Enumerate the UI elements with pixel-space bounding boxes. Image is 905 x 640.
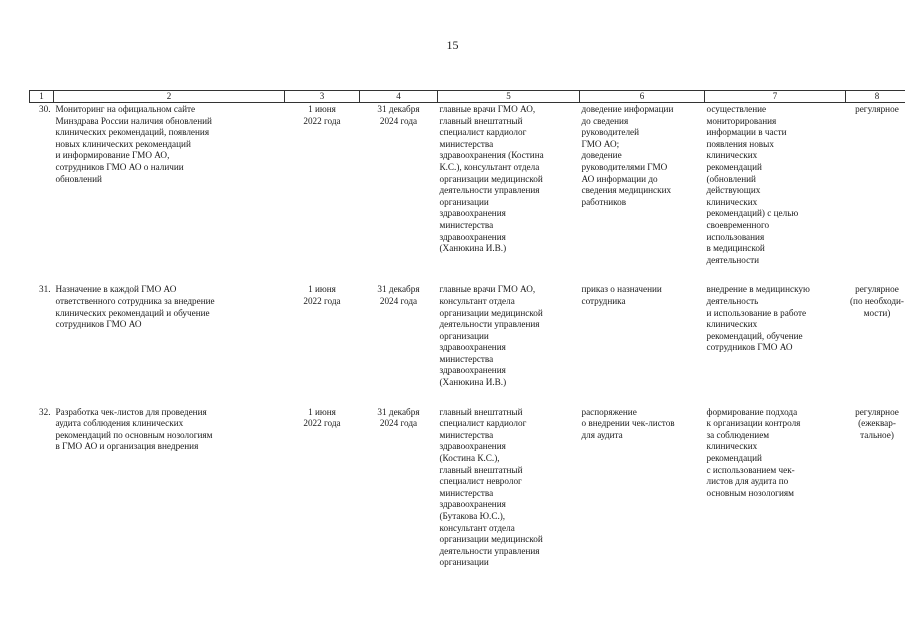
start-date-cell: 1 июня 2022 года xyxy=(303,104,341,126)
column-header: 6 xyxy=(580,91,705,103)
effect-cell: внедрение в медицинскую деятельность и использование в работе клинических рекомендаций, обучение сотрудников ГМО АО xyxy=(706,284,810,353)
page-number: 15 xyxy=(446,38,459,52)
start-date-cell: 1 июня 2022 года xyxy=(303,406,341,429)
periodicity-cell: регулярное (ежеквар- тальное) xyxy=(855,406,899,440)
result-cell: распоряжение о внедрении чек-листов для аудита xyxy=(581,406,675,440)
responsible-cell: главный внештатный специалист кардиолог министерства здравоохранения (Костина К.С.), главный внештатный специалист невролог министерства здравоохранения (Бутакова Ю.С.), консультант отдела организации медицинской деятельности управления организации xyxy=(439,406,543,568)
table-row xyxy=(30,103,905,285)
table-row xyxy=(30,407,905,587)
row-number: 32. xyxy=(39,406,51,417)
column-header: 3 xyxy=(285,91,360,103)
table-row xyxy=(30,284,905,406)
responsible-cell: главные врачи ГМО АО, главный внештатный специалист кардиолог министерства здравоохранения (Костина К.С.), консультант отдела организации медицинской деятельности управления организации здравоохранения министерства здравоохранения (Ханюкина И.В.) xyxy=(439,104,544,254)
result-cell: приказ о назначении сотрудника xyxy=(581,284,662,306)
column-header: 2 xyxy=(54,91,285,103)
row-number: 31. xyxy=(39,284,51,295)
column-header: 4 xyxy=(360,91,438,103)
effect-cell: осуществление мониторирования информации в части появления новых клинических рекомендаций (обновлений действующих клинических рекомендаций) с целью своевременного использования в медицинской деятельности xyxy=(706,104,799,265)
result-cell: доведение информации до сведения руководителей ГМО АО; доведение руководителями ГМО АО информации до сведения медицинских работников xyxy=(581,104,674,207)
activity-cell: Мониторинг на официальном сайте Минздрава России наличия обновлений клинических рекомендаций, появления новых клинических рекомендаций и информирование ГМО АО, сотрудников ГМО АО о наличии обновлений xyxy=(55,104,212,184)
periodicity-cell: регулярное xyxy=(855,104,899,114)
activity-cell: Назначение в каждой ГМО АО ответственного сотрудника за внедрение клинических рекомендаций и обучение сотрудников ГМО АО xyxy=(55,284,215,330)
start-date-cell: 1 июня 2022 года xyxy=(303,284,341,306)
periodicity-cell: регулярное (по необходи- мости) xyxy=(849,284,904,318)
end-date-cell: 31 декабря 2024 года xyxy=(377,284,420,306)
column-number-row xyxy=(30,91,905,103)
responsible-cell: главные врачи ГМО АО, консультант отдела организации медицинской деятельности управления организации здравоохранения министерства здравоохранения (Ханюкина И.В.) xyxy=(439,284,543,388)
end-date-cell: 31 декабря 2024 года xyxy=(377,406,420,429)
activity-cell: Разработка чек-листов для проведения аудита соблюдения клинических рекомендаций по основным нозологиям в ГМО АО и организация внедрения xyxy=(55,406,213,452)
column-header: 5 xyxy=(438,91,580,103)
column-header: 1 xyxy=(30,91,54,103)
column-header: 8 xyxy=(846,91,905,103)
effect-cell: формирование подхода к организации контроля за соблюдением клинических рекомендаций с использованием чек- листов для аудита по основным нозологиям xyxy=(706,406,801,498)
row-number: 30. xyxy=(39,104,51,114)
column-header: 7 xyxy=(705,91,846,103)
activity-table xyxy=(29,90,905,587)
end-date-cell: 31 декабря 2024 года xyxy=(377,104,420,126)
